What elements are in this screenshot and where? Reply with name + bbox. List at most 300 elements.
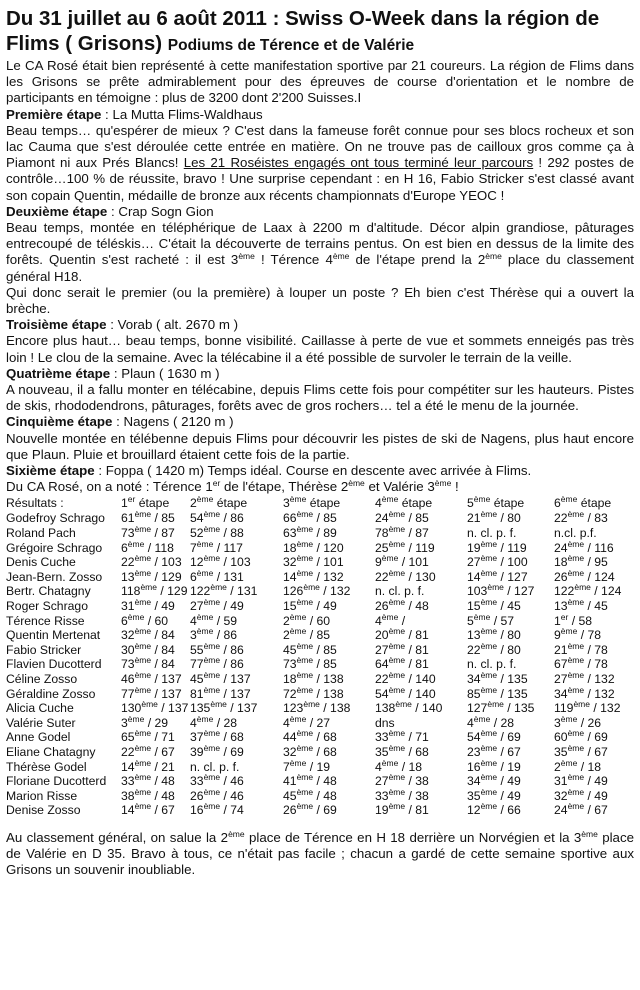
stage-result-cell [554, 803, 634, 818]
field-size: / 18 [577, 759, 602, 774]
rank-suffix: ème [203, 684, 221, 695]
stage-result-cell [554, 786, 634, 804]
stage-header-sup: er [127, 494, 136, 505]
results-label: Résultats : [6, 496, 64, 511]
field-size: / 138 [319, 701, 351, 716]
stage-result-cell [121, 742, 190, 760]
field-size: / 68 [220, 730, 244, 745]
rank: 4 [190, 613, 197, 628]
field-size: / 132 [584, 686, 615, 701]
field-size: / 26 [577, 715, 602, 730]
stage-result-cell [375, 567, 467, 585]
rank-suffix: ème [203, 597, 221, 608]
rank-suffix: ème [134, 757, 152, 768]
field-size: / 81 [405, 628, 429, 643]
field-size: / 38 [405, 774, 429, 789]
rank-suffix: ème [203, 801, 221, 812]
stage-4-text: A nouveau, il a fallu monter en télécabine, depuis Flims cette fois pour compétiter sur les hauteurs. Pistes de skis, rhododendrons, pâturages, forêts avec de gros rochers… tel a été le menu de la journée. [6, 382, 634, 414]
stage-6-heading [6, 463, 634, 479]
rank-suffix: ème [203, 509, 221, 520]
stage-2-text-d: place du classement général H18. [6, 252, 634, 284]
rank: 27 [467, 555, 481, 570]
field-size: / 48 [313, 774, 337, 789]
stage-result-cell [375, 684, 467, 702]
stage-3-heading [6, 317, 634, 333]
rank-suffix: ème [567, 684, 585, 695]
stage-1-place: : La Mutta Flims-Waldhaus [101, 106, 263, 122]
rank-suffix: ème [134, 597, 152, 608]
table-row [6, 716, 634, 731]
runner-name: Godefroy Schrago [6, 511, 105, 526]
rank: 33 [121, 774, 135, 789]
table-row [6, 541, 634, 556]
rank: 123 [283, 701, 304, 716]
rank: 60 [554, 730, 568, 745]
stage-result-cell [554, 555, 634, 570]
stage-2-label: Deuxième étape [6, 203, 108, 219]
field-size: / 67 [584, 744, 608, 759]
rank: n. cl. p. f. [375, 584, 425, 599]
stage-3-place: : Vorab ( alt. 2670 m ) [106, 317, 239, 333]
field-size: / 140 [411, 701, 443, 716]
stage-result-cell [554, 684, 634, 702]
field-size: / 129 [156, 584, 188, 599]
rank-suffix: ème [560, 626, 578, 637]
stage-4-label: Quatrième étape [6, 365, 111, 381]
field-size: / 69 [497, 730, 521, 745]
stage-5-text: Nouvelle montée en télébenne depuis Flims pour découvrir les pistes de ski de Nagens, plus haut encore que Plaun. Pluie et brouillard étaient cette fois de la partie. [6, 430, 634, 462]
rank: 54 [375, 686, 389, 701]
rank-suffix: ème [480, 742, 498, 753]
rank: 46 [121, 672, 135, 687]
rank-suffix: ème [567, 742, 585, 753]
field-size: / 132 [589, 701, 621, 716]
rank: 27 [375, 642, 389, 657]
field-size: / 69 [313, 803, 337, 818]
stage-result-cell [467, 511, 554, 526]
rank: 18 [283, 672, 297, 687]
rank: 6 [190, 569, 197, 584]
rank: 78 [375, 526, 389, 541]
rank: 19 [375, 803, 389, 818]
rank: 66 [283, 511, 297, 526]
stage-result-cell [467, 803, 554, 818]
rank: 14 [467, 569, 481, 584]
stage-1-underlined: Les 21 Roséistes engagés ont tous terminé leur parcours [183, 155, 534, 171]
rank: 2 [283, 628, 290, 643]
table-row [6, 555, 634, 570]
rank: 9 [554, 628, 561, 643]
stage-header-word: étape [306, 496, 341, 511]
rank: 118 [121, 584, 141, 599]
stage-result-cell [467, 684, 554, 702]
field-size: / 124 [584, 569, 615, 584]
rank-suffix: ème [196, 626, 214, 637]
field-size: / 87 [151, 526, 175, 541]
rank-suffix: ème [203, 786, 221, 797]
field-size: / 86 [220, 657, 244, 672]
title-subtitle: Podiums de Térence et de Valérie [167, 37, 415, 54]
rank: 63 [283, 526, 297, 541]
rank: 25 [375, 540, 389, 555]
runner-name: Anne Godel [6, 730, 71, 745]
runner-name: Grégoire Schrago [6, 540, 103, 555]
rank: 27 [554, 672, 568, 687]
field-size: / 132 [319, 584, 351, 599]
rank: 26 [554, 569, 568, 584]
stage-result-cell [121, 657, 190, 672]
rank: 38 [121, 788, 135, 803]
stage-header-word: étape [490, 496, 525, 511]
stage-result-cell [554, 713, 634, 731]
rank-suffix: ème [381, 553, 399, 564]
stage-result-cell [121, 786, 190, 804]
rank: 7 [190, 540, 197, 555]
field-size: / 137 [151, 686, 182, 701]
runner-name: Thérèse Godel [6, 759, 87, 774]
stage-result-cell [121, 774, 190, 789]
rank-suffix: ème [296, 728, 314, 739]
field-size: / 137 [226, 701, 258, 716]
runner-name: Flavien Ducotterd [6, 657, 102, 672]
intro-paragraph: Le CA Rosé était bien représenté à cette manifestation sportive par 21 coureurs. La région de Flims dans les Grisons se prête admirablement pour des épreuves de course d'orientation et le nombre de participants en témoigne : plus de 3200 dont 2'200 Suisses.I [6, 58, 634, 106]
rank: 14 [121, 803, 135, 818]
field-size: / 48 [151, 788, 175, 803]
stage-result-cell [190, 742, 283, 760]
field-size: / 60 [144, 613, 169, 628]
rank-suffix: ème [388, 786, 406, 797]
rank-suffix: ème [487, 582, 504, 593]
stage-result-cell [554, 567, 634, 585]
rank-suffix: ème [388, 728, 406, 739]
runner-name: Géraldine Zosso [6, 686, 96, 701]
runner-name: Quentin Mertenat [6, 628, 101, 643]
rank: 6 [121, 540, 128, 555]
stage-5-heading [6, 414, 634, 430]
rank: 33 [190, 774, 204, 789]
stage-result-cell [554, 730, 634, 745]
stage-result-cell [283, 684, 375, 702]
field-size: / 89 [313, 526, 337, 541]
stage-header-num: 3 [283, 496, 290, 511]
rank: 9 [375, 555, 382, 570]
field-size: / 140 [405, 672, 436, 687]
rank: 4 [375, 759, 382, 774]
rank-suffix: ème [289, 626, 307, 637]
field-size: / 29 [144, 715, 169, 730]
document-title [6, 6, 634, 58]
runner-name: Valérie Suter [6, 715, 76, 730]
field-size: / 57 [490, 613, 515, 628]
field-size: / 67 [497, 744, 521, 759]
stage-header-num: 4 [375, 496, 382, 511]
field-size: / 66 [497, 803, 521, 818]
stage-result-cell [554, 511, 634, 526]
rank: 35 [467, 788, 481, 803]
rank-suffix: ème [567, 728, 585, 739]
field-size: / 78 [584, 642, 608, 657]
rank-suffix: ème [567, 772, 585, 783]
field-size: / 38 [405, 788, 429, 803]
rank-suffix: ème [303, 582, 320, 593]
rank: n. cl. p. f. [190, 759, 240, 774]
rank-suffix: ème [296, 655, 314, 666]
field-size: / 100 [497, 555, 528, 570]
runner-name: Térence Risse [6, 613, 85, 628]
stage-header-word: étape [213, 496, 248, 511]
rank: 122 [190, 584, 211, 599]
rank-suffix: ème [388, 772, 406, 783]
rank: 103 [467, 584, 488, 599]
stage-header [121, 496, 190, 511]
rank-suffix: ème [289, 611, 307, 622]
field-size: / 68 [313, 730, 337, 745]
stage-4-place: : Plaun ( 1630 m ) [110, 365, 220, 381]
stage-result-cell [554, 757, 634, 775]
field-size: / 85 [313, 642, 337, 657]
stage-result-cell [467, 640, 554, 658]
stage-1-heading [6, 107, 634, 123]
field-size: / 67 [584, 803, 608, 818]
rank-suffix: ème [388, 684, 406, 695]
stage-header-sup: ème [196, 494, 214, 505]
runner-name: Denise Zosso [6, 803, 81, 818]
rank-suffix: ème [473, 611, 491, 622]
rank: 54 [467, 730, 481, 745]
table-row [6, 657, 634, 672]
field-size: / 103 [220, 555, 251, 570]
field-size: / 130 [405, 569, 436, 584]
noted-sup-3: ème [434, 478, 452, 489]
rank: 77 [121, 686, 135, 701]
stage-header-sup: ème [289, 494, 307, 505]
stage-result-cell [554, 774, 634, 789]
rank: 26 [283, 803, 297, 818]
field-size: / 85 [306, 628, 331, 643]
rank-suffix: ème [480, 509, 498, 520]
field-size: / 85 [313, 511, 337, 526]
field-size: / 135 [497, 672, 528, 687]
title-main: Du 31 juillet au 6 août 2011 : Swiss O-Week dans la région de Flims ( Grisons) [6, 7, 600, 55]
field-size: / 68 [405, 744, 429, 759]
field-size: / 80 [497, 642, 521, 657]
stage-result-cell [554, 526, 634, 541]
stage-result-cell [121, 584, 190, 599]
stage-result-cell [121, 730, 190, 745]
summary-c: place de Valérie en D 35. Bravo à tous, ce n'était pas facile ; chacun a gardé de cette semaine sportive aux Grisons un souvenir inoubliable. [6, 829, 634, 878]
rank-suffix: ème [388, 742, 406, 753]
stage-header-sup: ème [560, 494, 578, 505]
rank: 4 [283, 715, 290, 730]
rank: 21 [554, 642, 568, 657]
rank-suffix: ème [203, 524, 221, 535]
field-size: / 49 [313, 599, 337, 614]
stage-1-text-b: ! 292 postes de contrôle…100 % de réussite, bravo ! Une surprise cependant : en H 16, Fabio Stricker s'est classé avant son copain Quentin, médaille de bronze aux récents championnats d'Europe YEOC ! [6, 155, 635, 203]
field-size: / 81 [405, 642, 429, 657]
table-row [6, 643, 634, 658]
rank-suffix: ème [196, 611, 214, 622]
rank-suffix: ème [388, 509, 406, 520]
rank: 7 [283, 759, 290, 774]
stage-result-cell [121, 713, 190, 731]
rank: 27 [375, 774, 389, 789]
rank-suffix: ème [388, 626, 406, 637]
rank: 39 [190, 744, 204, 759]
rank: 64 [375, 657, 389, 672]
rank-suffix: ème [134, 640, 152, 651]
rank-suffix: ème [480, 801, 498, 812]
noted-c: et Valérie 3 [364, 479, 435, 495]
table-row [6, 584, 634, 599]
table-row [6, 570, 634, 585]
results-table [6, 496, 634, 817]
rank-suffix: ème [567, 670, 585, 681]
rank-suffix: ème [134, 670, 152, 681]
noted-line [6, 479, 634, 495]
rank: 73 [121, 526, 135, 541]
rank: 32 [554, 788, 568, 803]
field-size: / 69 [584, 730, 608, 745]
rank-suffix: ème [296, 670, 314, 681]
field-size: / 137 [151, 672, 182, 687]
rank: 6 [121, 613, 128, 628]
rank: 54 [190, 511, 204, 526]
runner-name: Roger Schrago [6, 599, 88, 614]
rank-suffix: ème [473, 713, 491, 724]
rank-suffix: ème [567, 640, 585, 651]
table-row [6, 614, 634, 629]
rank: 19 [467, 540, 481, 555]
rank-suffix: ème [141, 699, 158, 710]
rank: 41 [283, 774, 297, 789]
field-size: / 58 [568, 613, 593, 628]
rank-suffix: ème [134, 742, 152, 753]
rank: 77 [190, 657, 204, 672]
rank: 81 [190, 686, 204, 701]
rank: 22 [121, 555, 135, 570]
rank: 23 [467, 744, 481, 759]
rank: 3 [121, 715, 128, 730]
rank-suffix: ème [134, 626, 152, 637]
rank: 45 [283, 642, 297, 657]
rank: 22 [375, 672, 389, 687]
field-size: / 80 [497, 511, 521, 526]
rank: 24 [375, 511, 389, 526]
rank-suffix: ème [480, 553, 498, 564]
rank-suffix: ème [134, 509, 152, 520]
rank-suffix: ème [573, 699, 590, 710]
noted-sup-2: ème [348, 478, 365, 489]
stage-header-sup: ème [473, 494, 491, 505]
rank: n. cl. p. f. [467, 657, 517, 672]
document-page [6, 6, 634, 879]
rank-suffix: ème [296, 786, 314, 797]
field-size: / 117 [213, 540, 243, 555]
rank: 73 [283, 657, 297, 672]
rank: 45 [283, 788, 297, 803]
rank-suffix: ème [289, 757, 307, 768]
rank-suffix: ème [289, 713, 307, 724]
field-size: / 86 [220, 511, 244, 526]
table-row [6, 672, 634, 687]
rank: 31 [121, 599, 135, 614]
rank: 85 [467, 686, 481, 701]
field-size: / 19 [497, 759, 521, 774]
field-size: / 46 [220, 788, 244, 803]
field-size: / 48 [151, 774, 175, 789]
rank: 20 [375, 628, 389, 643]
rank: 24 [554, 803, 568, 818]
rank: 22 [467, 642, 481, 657]
rank-suffix: ème [296, 772, 314, 783]
noted-a: Du CA Rosé, on a noté : Térence 1 [6, 479, 213, 495]
rank-suffix: ème [296, 801, 314, 812]
field-size: / 67 [151, 744, 175, 759]
stage-result-cell [283, 567, 375, 585]
rank: 15 [467, 599, 481, 614]
stage-result-cell [121, 672, 190, 687]
field-size: / 49 [584, 788, 608, 803]
rank: 45 [190, 672, 204, 687]
runner-name: Floriane Ducotterd [6, 774, 107, 789]
rank: 31 [554, 774, 568, 789]
table-row [6, 511, 634, 526]
stage-2-text-b: ! Térence 4 [254, 252, 333, 268]
stage-2-text-c: de l'étape prend la 2 [349, 252, 486, 268]
field-size: / 80 [497, 628, 521, 643]
table-row [6, 687, 634, 702]
rank-suffix: ème [560, 757, 578, 768]
rank-suffix: ème [480, 640, 498, 651]
field-size: / 48 [405, 599, 429, 614]
summary-a: Au classement général, on salue la 2 [6, 829, 229, 845]
field-size: / 71 [151, 730, 175, 745]
rank-suffix: ème [480, 670, 498, 681]
rank-suffix: ème [203, 728, 221, 739]
runner-name: Bertr. Chatagny [6, 584, 91, 599]
runner-name: Denis Cuche [6, 555, 76, 570]
rank-suffix: ème [296, 553, 314, 564]
rank: 65 [121, 730, 135, 745]
rank: 15 [283, 599, 297, 614]
field-size: / 88 [220, 526, 244, 541]
rank: 67 [554, 657, 568, 672]
stage-result-cell [283, 803, 375, 818]
field-size: / 81 [405, 657, 429, 672]
rank-suffix: ème [134, 553, 152, 564]
rank-suffix: ème [127, 538, 145, 549]
rank: n. cl. p. f. [467, 526, 517, 541]
rank: 126 [283, 584, 304, 599]
rank: 18 [554, 555, 568, 570]
rank: 5 [467, 613, 474, 628]
rank-suffix: ème [134, 524, 152, 535]
rank-suffix: ème [381, 757, 399, 768]
stage-header-sup: ème [381, 494, 399, 505]
rank: 32 [283, 555, 297, 570]
rank-suffix: ème [296, 538, 314, 549]
rank-suffix: ème [134, 786, 152, 797]
stage-result-cell [554, 538, 634, 556]
stage-result-cell [121, 511, 190, 526]
field-size: / 49 [497, 788, 521, 803]
rank: 122 [554, 584, 575, 599]
rank: 26 [375, 599, 389, 614]
stage-header-num: 6 [554, 496, 561, 511]
runner-name: Céline Zosso [6, 672, 78, 687]
field-size: / 135 [503, 701, 535, 716]
rank-suffix: ème [134, 772, 152, 783]
